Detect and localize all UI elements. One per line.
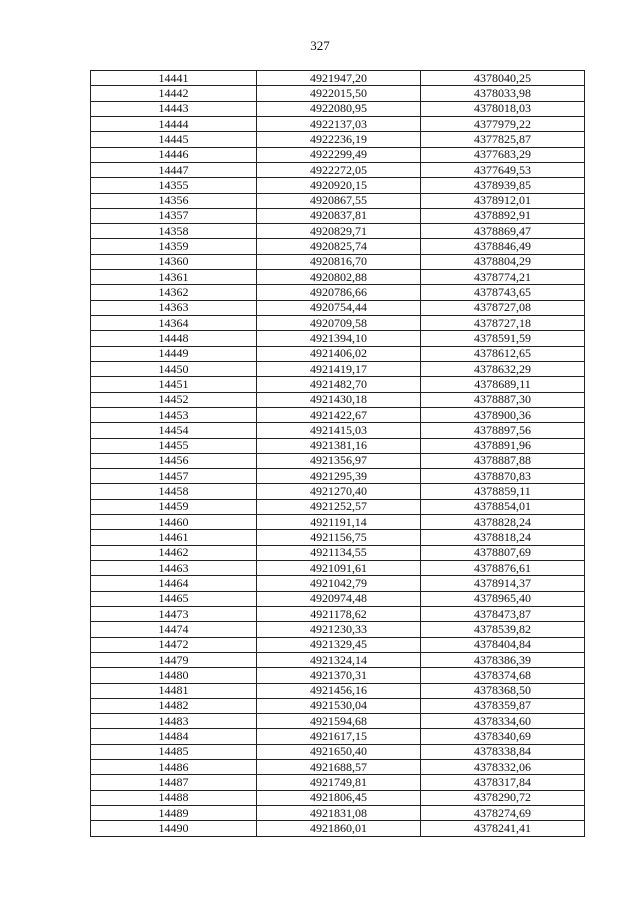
table-row <box>91 576 585 591</box>
x-coordinate-cell: 4921356,97 <box>257 453 421 468</box>
y-coordinate-cell: 4378807,69 <box>421 545 585 560</box>
point-number-cell: 14472 <box>91 637 257 652</box>
x-coordinate-cell: 4920867,55 <box>257 193 421 208</box>
point-number-cell: 14361 <box>91 270 257 285</box>
table-row <box>91 116 585 131</box>
x-coordinate-cell: 4921324,14 <box>257 652 421 667</box>
point-number-cell: 14484 <box>91 729 257 744</box>
table-row <box>91 499 585 514</box>
table-row <box>91 178 585 193</box>
table-row <box>91 285 585 300</box>
y-coordinate-cell: 4378846,49 <box>421 239 585 254</box>
point-number-cell: 14448 <box>91 331 257 346</box>
table-row <box>91 760 585 775</box>
table-row <box>91 698 585 713</box>
y-coordinate-cell: 4377825,87 <box>421 132 585 147</box>
point-number-cell: 14488 <box>91 790 257 805</box>
x-coordinate-cell: 4921406,02 <box>257 346 421 361</box>
y-coordinate-cell: 4378854,01 <box>421 499 585 514</box>
point-number-cell: 14457 <box>91 469 257 484</box>
y-coordinate-cell: 4378965,40 <box>421 591 585 606</box>
y-coordinate-cell: 4378040,25 <box>421 71 585 86</box>
x-coordinate-cell: 4921230,33 <box>257 622 421 637</box>
table-row <box>91 132 585 147</box>
table-row <box>91 744 585 759</box>
x-coordinate-cell: 4921370,31 <box>257 668 421 683</box>
y-coordinate-cell: 4378897,56 <box>421 423 585 438</box>
x-coordinate-cell: 4920802,88 <box>257 270 421 285</box>
table-row <box>91 545 585 560</box>
x-coordinate-cell: 4921482,70 <box>257 377 421 392</box>
y-coordinate-cell: 4378632,29 <box>421 361 585 376</box>
x-coordinate-cell: 4922137,03 <box>257 116 421 131</box>
table-row <box>91 484 585 499</box>
x-coordinate-cell: 4921329,45 <box>257 637 421 652</box>
point-number-cell: 14452 <box>91 392 257 407</box>
point-number-cell: 14473 <box>91 606 257 621</box>
point-number-cell: 14450 <box>91 361 257 376</box>
x-coordinate-cell: 4921422,67 <box>257 407 421 422</box>
point-number-cell: 14479 <box>91 652 257 667</box>
table-row <box>91 407 585 422</box>
point-number-cell: 14453 <box>91 407 257 422</box>
x-coordinate-cell: 4921617,15 <box>257 729 421 744</box>
table-row <box>91 806 585 821</box>
table-row <box>91 71 585 86</box>
x-coordinate-cell: 4920920,15 <box>257 178 421 193</box>
point-number-cell: 14480 <box>91 668 257 683</box>
point-number-cell: 14443 <box>91 101 257 116</box>
point-number-cell: 14459 <box>91 499 257 514</box>
point-number-cell: 14449 <box>91 346 257 361</box>
y-coordinate-cell: 4378368,50 <box>421 683 585 698</box>
point-number-cell: 14463 <box>91 561 257 576</box>
y-coordinate-cell: 4378774,21 <box>421 270 585 285</box>
table-row <box>91 438 585 453</box>
y-coordinate-cell: 4378386,39 <box>421 652 585 667</box>
y-coordinate-cell: 4378804,29 <box>421 254 585 269</box>
y-coordinate-cell: 4378332,06 <box>421 760 585 775</box>
y-coordinate-cell: 4378241,41 <box>421 821 585 836</box>
table-row <box>91 622 585 637</box>
point-number-cell: 14356 <box>91 193 257 208</box>
y-coordinate-cell: 4378727,18 <box>421 316 585 331</box>
y-coordinate-cell: 4378887,30 <box>421 392 585 407</box>
point-number-cell: 14460 <box>91 515 257 530</box>
point-number-cell: 14451 <box>91 377 257 392</box>
x-coordinate-cell: 4921252,57 <box>257 499 421 514</box>
table-row <box>91 193 585 208</box>
y-coordinate-cell: 4378743,65 <box>421 285 585 300</box>
y-coordinate-cell: 4378727,08 <box>421 300 585 315</box>
table-row <box>91 147 585 162</box>
table-row <box>91 270 585 285</box>
point-number-cell: 14357 <box>91 208 257 223</box>
y-coordinate-cell: 4378274,69 <box>421 806 585 821</box>
y-coordinate-cell: 4378404,84 <box>421 637 585 652</box>
x-coordinate-cell: 4921688,57 <box>257 760 421 775</box>
x-coordinate-cell: 4921134,55 <box>257 545 421 560</box>
point-number-cell: 14441 <box>91 71 257 86</box>
y-coordinate-cell: 4378900,36 <box>421 407 585 422</box>
table-row <box>91 224 585 239</box>
x-coordinate-cell: 4922015,50 <box>257 86 421 101</box>
x-coordinate-cell: 4920825,74 <box>257 239 421 254</box>
page-number: 327 <box>310 38 330 53</box>
point-number-cell: 14454 <box>91 423 257 438</box>
y-coordinate-cell: 4378612,65 <box>421 346 585 361</box>
table-row <box>91 652 585 667</box>
x-coordinate-cell: 4921947,20 <box>257 71 421 86</box>
x-coordinate-cell: 4921419,17 <box>257 361 421 376</box>
table-row <box>91 637 585 652</box>
table-row <box>91 377 585 392</box>
x-coordinate-cell: 4921415,03 <box>257 423 421 438</box>
x-coordinate-cell: 4920837,81 <box>257 208 421 223</box>
coordinates-table <box>90 70 585 837</box>
point-number-cell: 14486 <box>91 760 257 775</box>
table-row <box>91 346 585 361</box>
point-number-cell: 14359 <box>91 239 257 254</box>
point-number-cell: 14474 <box>91 622 257 637</box>
point-number-cell: 14487 <box>91 775 257 790</box>
x-coordinate-cell: 4920709,58 <box>257 316 421 331</box>
point-number-cell: 14482 <box>91 698 257 713</box>
point-number-cell: 14358 <box>91 224 257 239</box>
y-coordinate-cell: 4378914,37 <box>421 576 585 591</box>
table-row <box>91 775 585 790</box>
point-number-cell: 14456 <box>91 453 257 468</box>
y-coordinate-cell: 4378340,69 <box>421 729 585 744</box>
y-coordinate-cell: 4377979,22 <box>421 116 585 131</box>
y-coordinate-cell: 4378912,01 <box>421 193 585 208</box>
x-coordinate-cell: 4920754,44 <box>257 300 421 315</box>
x-coordinate-cell: 4921178,62 <box>257 606 421 621</box>
table-row <box>91 790 585 805</box>
table-row <box>91 683 585 698</box>
y-coordinate-cell: 4378374,68 <box>421 668 585 683</box>
y-coordinate-cell: 4377649,53 <box>421 162 585 177</box>
point-number-cell: 14462 <box>91 545 257 560</box>
point-number-cell: 14481 <box>91 683 257 698</box>
table-row <box>91 101 585 116</box>
point-number-cell: 14485 <box>91 744 257 759</box>
table-row <box>91 453 585 468</box>
x-coordinate-cell: 4921295,39 <box>257 469 421 484</box>
y-coordinate-cell: 4377683,29 <box>421 147 585 162</box>
y-coordinate-cell: 4378539,82 <box>421 622 585 637</box>
x-coordinate-cell: 4920786,66 <box>257 285 421 300</box>
x-coordinate-cell: 4921091,61 <box>257 561 421 576</box>
x-coordinate-cell: 4921650,40 <box>257 744 421 759</box>
point-number-cell: 14464 <box>91 576 257 591</box>
table-row <box>91 208 585 223</box>
y-coordinate-cell: 4378892,91 <box>421 208 585 223</box>
point-number-cell: 14461 <box>91 530 257 545</box>
y-coordinate-cell: 4378869,47 <box>421 224 585 239</box>
table-row <box>91 606 585 621</box>
y-coordinate-cell: 4378334,60 <box>421 714 585 729</box>
x-coordinate-cell: 4921394,10 <box>257 331 421 346</box>
y-coordinate-cell: 4378473,87 <box>421 606 585 621</box>
point-number-cell: 14465 <box>91 591 257 606</box>
x-coordinate-cell: 4921594,68 <box>257 714 421 729</box>
x-coordinate-cell: 4922080,95 <box>257 101 421 116</box>
table-row <box>91 162 585 177</box>
table-row <box>91 530 585 545</box>
x-coordinate-cell: 4921831,08 <box>257 806 421 821</box>
table-row <box>91 254 585 269</box>
y-coordinate-cell: 4378018,03 <box>421 101 585 116</box>
y-coordinate-cell: 4378870,83 <box>421 469 585 484</box>
point-number-cell: 14446 <box>91 147 257 162</box>
point-number-cell: 14455 <box>91 438 257 453</box>
x-coordinate-cell: 4920816,70 <box>257 254 421 269</box>
x-coordinate-cell: 4920829,71 <box>257 224 421 239</box>
table-row <box>91 591 585 606</box>
point-number-cell: 14490 <box>91 821 257 836</box>
table-row <box>91 86 585 101</box>
table-row <box>91 316 585 331</box>
point-number-cell: 14355 <box>91 178 257 193</box>
table-row <box>91 331 585 346</box>
y-coordinate-cell: 4378290,72 <box>421 790 585 805</box>
point-number-cell: 14445 <box>91 132 257 147</box>
point-number-cell: 14363 <box>91 300 257 315</box>
point-number-cell: 14458 <box>91 484 257 499</box>
x-coordinate-cell: 4921156,75 <box>257 530 421 545</box>
point-number-cell: 14362 <box>91 285 257 300</box>
x-coordinate-cell: 4921270,40 <box>257 484 421 499</box>
y-coordinate-cell: 4378359,87 <box>421 698 585 713</box>
table-row <box>91 239 585 254</box>
x-coordinate-cell: 4921381,16 <box>257 438 421 453</box>
table-row <box>91 821 585 836</box>
table-row <box>91 561 585 576</box>
y-coordinate-cell: 4378033,98 <box>421 86 585 101</box>
point-number-cell: 14364 <box>91 316 257 331</box>
x-coordinate-cell: 4922299,49 <box>257 147 421 162</box>
y-coordinate-cell: 4378591,59 <box>421 331 585 346</box>
point-number-cell: 14360 <box>91 254 257 269</box>
x-coordinate-cell: 4922272,05 <box>257 162 421 177</box>
point-number-cell: 14483 <box>91 714 257 729</box>
point-number-cell: 14442 <box>91 86 257 101</box>
y-coordinate-cell: 4378887,88 <box>421 453 585 468</box>
x-coordinate-cell: 4921806,45 <box>257 790 421 805</box>
x-coordinate-cell: 4921191,14 <box>257 515 421 530</box>
y-coordinate-cell: 4378876,61 <box>421 561 585 576</box>
y-coordinate-cell: 4378818,24 <box>421 530 585 545</box>
point-number-cell: 14444 <box>91 116 257 131</box>
table-row <box>91 515 585 530</box>
y-coordinate-cell: 4378859,11 <box>421 484 585 499</box>
table-row <box>91 392 585 407</box>
y-coordinate-cell: 4378689,11 <box>421 377 585 392</box>
x-coordinate-cell: 4922236,19 <box>257 132 421 147</box>
x-coordinate-cell: 4921456,16 <box>257 683 421 698</box>
x-coordinate-cell: 4921042,79 <box>257 576 421 591</box>
x-coordinate-cell: 4920974,48 <box>257 591 421 606</box>
table-row <box>91 423 585 438</box>
table-row <box>91 668 585 683</box>
point-number-cell: 14447 <box>91 162 257 177</box>
x-coordinate-cell: 4921860,01 <box>257 821 421 836</box>
x-coordinate-cell: 4921530,04 <box>257 698 421 713</box>
x-coordinate-cell: 4921749,81 <box>257 775 421 790</box>
y-coordinate-cell: 4378828,24 <box>421 515 585 530</box>
table-row <box>91 714 585 729</box>
y-coordinate-cell: 4378939,85 <box>421 178 585 193</box>
y-coordinate-cell: 4378338,84 <box>421 744 585 759</box>
table-row <box>91 361 585 376</box>
table-row <box>91 729 585 744</box>
table-row <box>91 300 585 315</box>
coordinates-table-body <box>91 71 585 837</box>
y-coordinate-cell: 4378317,84 <box>421 775 585 790</box>
table-row <box>91 469 585 484</box>
x-coordinate-cell: 4921430,18 <box>257 392 421 407</box>
point-number-cell: 14489 <box>91 806 257 821</box>
y-coordinate-cell: 4378891,96 <box>421 438 585 453</box>
